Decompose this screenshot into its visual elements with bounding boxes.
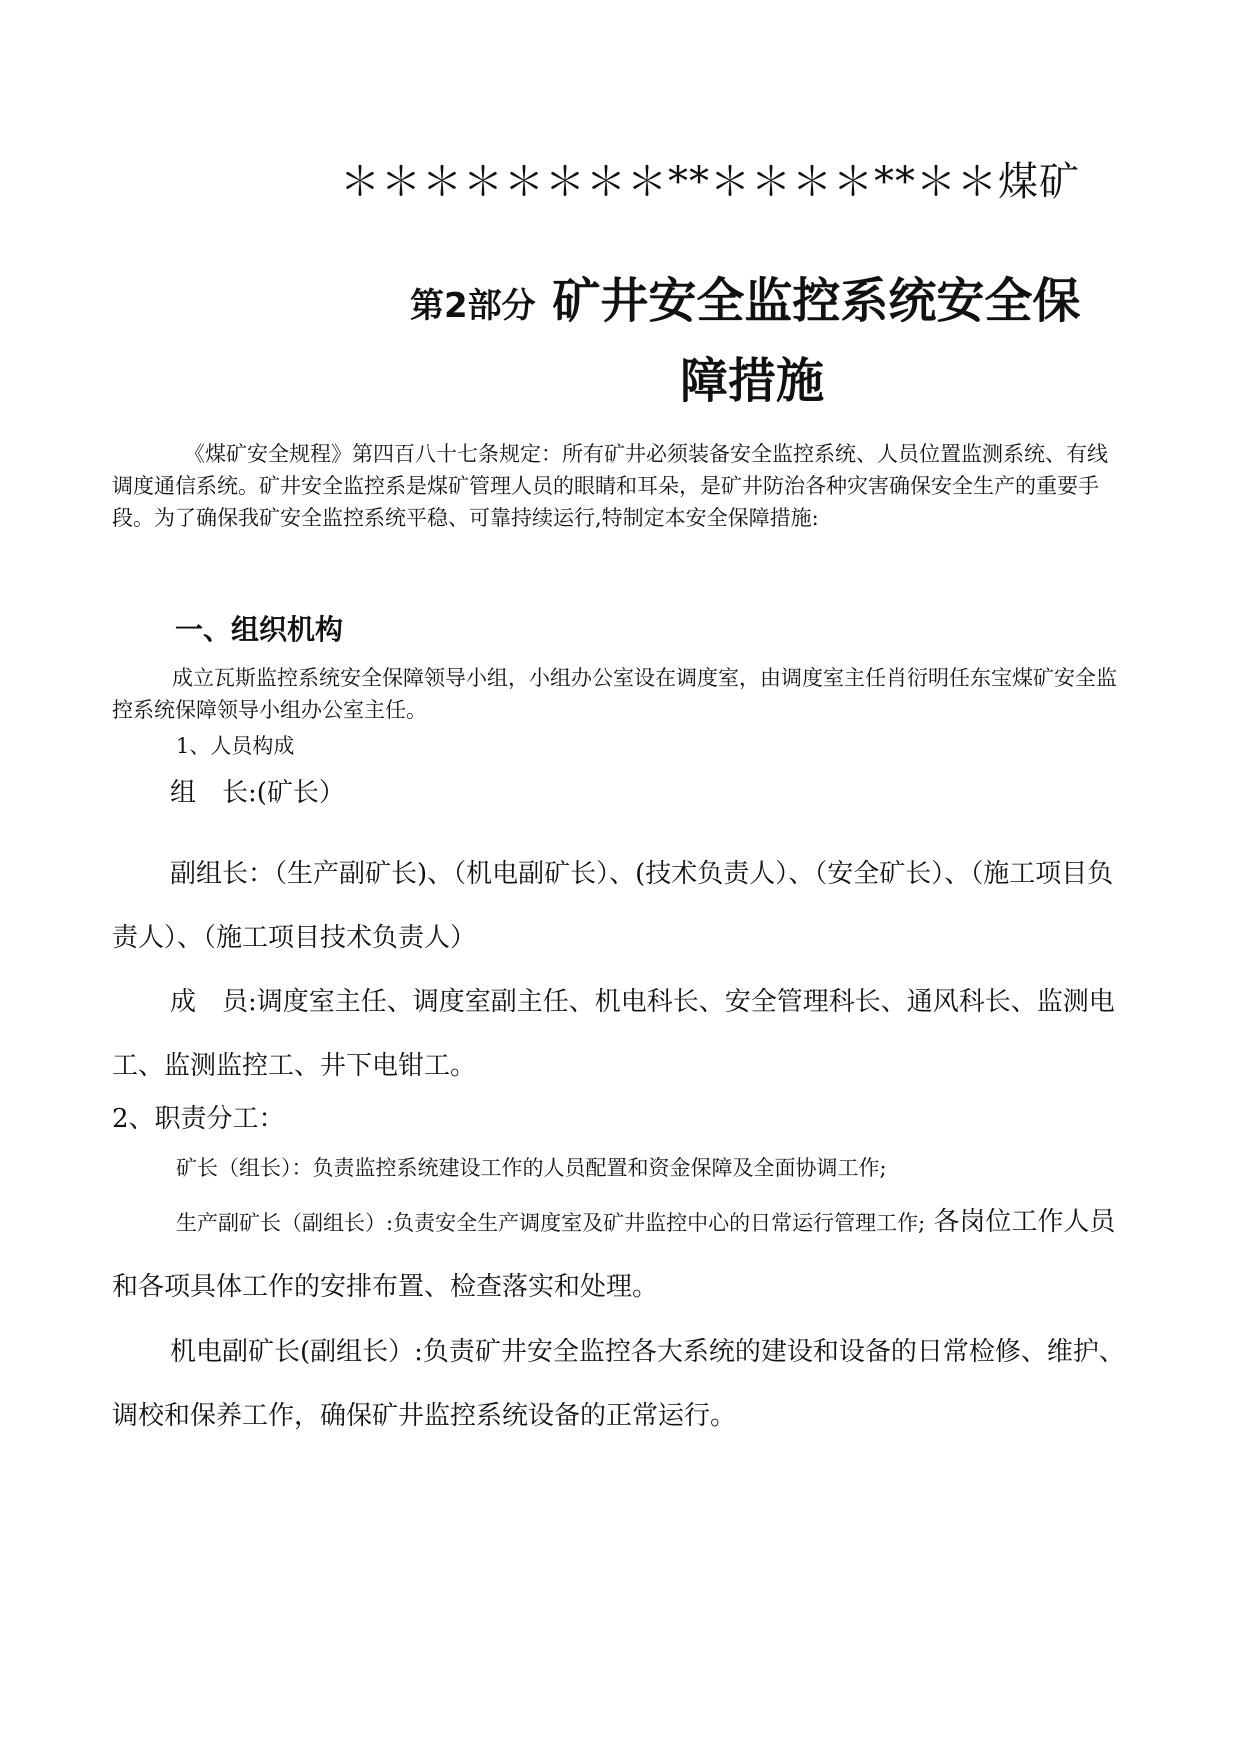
duty-production-deputy-part1: 生产副矿长（副组长）:负责安全生产调度室及矿井监控中心的日常运行管理工作; <box>176 1211 926 1235</box>
company-header: ＊＊＊＊＊＊＊＊**＊＊＊＊**＊＊煤矿 <box>340 159 1080 205</box>
deputy-leader-paragraph: 副组长：（生产副矿长)、（机电副矿长）、(技术负责人）、（安全矿长）、（施工项目负责人）、（施工项目技术负责人） <box>112 859 1114 953</box>
section-heading-organization: 一、组织机构 <box>175 613 344 646</box>
document-title-line2: 障措施 <box>680 353 825 409</box>
group-leader-line: 组 长:(矿长） <box>170 778 345 808</box>
duty-production-deputy <box>112 1190 1130 1319</box>
part-label: 第2部分 <box>410 286 536 326</box>
subheading-personnel: 1、人员构成 <box>176 734 295 758</box>
intro-paragraph: 《煤矿安全规程》第四百八十七条规定：所有矿井必须装备安全监控系统、人员位置监测系统、有线调度通信系统。矿井安全监控系是煤矿管理人员的眼睛和耳朵，是矿井防治各种灾害确保安全生产的重要手段。为了确保我矿安全监控系统平稳、可靠持续运行,特制定本安全保障措施: <box>112 442 1108 530</box>
subheading-duties: 2、职责分工： <box>112 1104 285 1134</box>
organization-paragraph: 成立瓦斯监控系统安全保障领导小组，小组办公室设在调度室，由调度室主任肖衍明任东宝煤矿安全监控系统保障领导小组办公室主任。 <box>112 666 1117 722</box>
title-text-1: 矿井安全监控系统安全保 <box>535 273 1081 329</box>
members-paragraph: 成 员:调度室主任、调度室副主任、机电科长、安全管理科长、通风科长、监测电工、监测监控工、井下电钳工。 <box>112 987 1115 1081</box>
duty-mine-manager: 矿长（组长）：负责监控系统建设工作的人员配置和资金保障及全面协调工作; <box>176 1156 887 1180</box>
duty-production-deputy-part2: 各岗位工作人员和各项具体工作的安排布置、检查落实和处理。 <box>112 1207 1116 1302</box>
document-title-line1 <box>410 262 1080 331</box>
duty-mechanical-deputy: 机电副矿长(副组长）:负责矿井安全监控各大系统的建设和设备的日常检修、维护、调校和保养工作，确保矿井监控系统设备的正常运行。 <box>112 1337 1125 1431</box>
